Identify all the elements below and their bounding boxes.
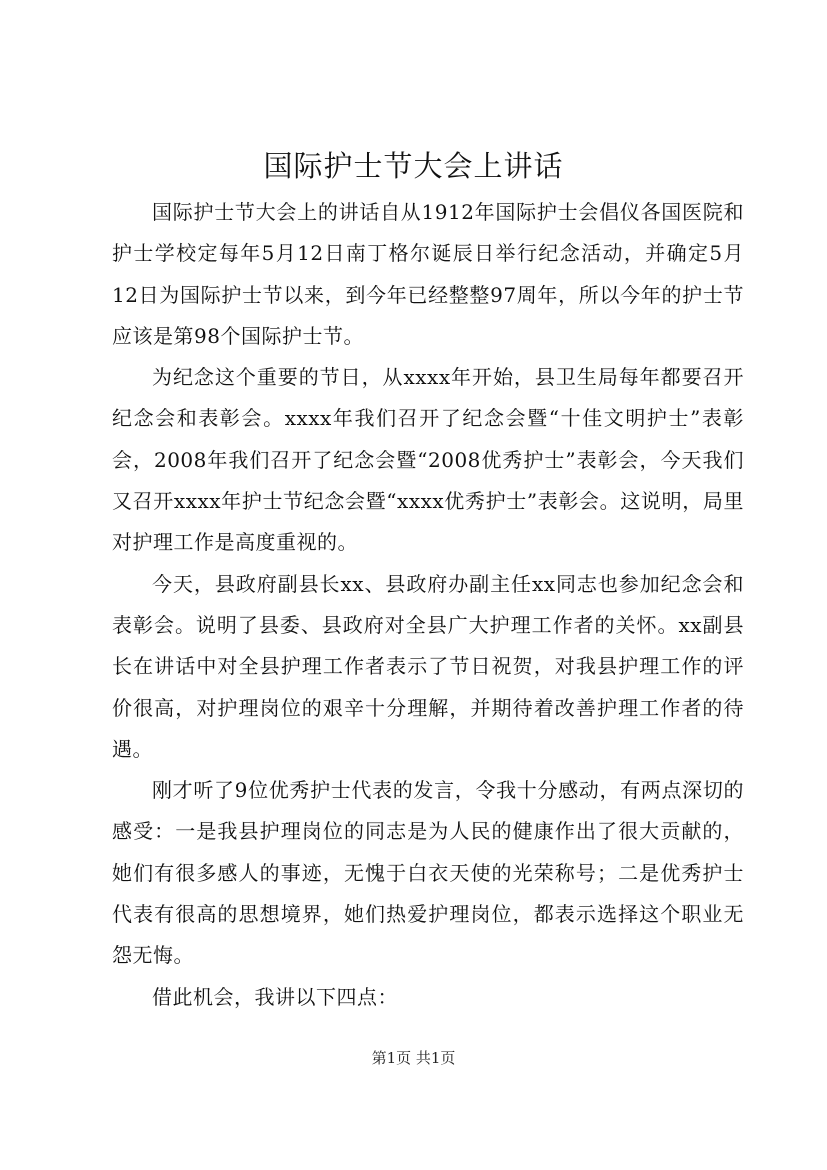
paragraph-5: 借此机会，我讲以下四点： <box>152 984 398 1009</box>
paragraph-1: 国际护士节大会上的讲话自从1912年国际护士会倡仪各国医院和护士学校定每年5月12日南丁格尔诞辰日举行纪念活动，并确定5月12日为国际护士节以来，到今年已经整整97周年，所以今年的护士节应该是第98个国际护士节。 <box>112 200 744 348</box>
document-body <box>112 192 744 1018</box>
paragraph-4: 刚才听了9位优秀护士代表的发言，令我十分感动，有两点深切的感受：一是我县护理岗位的同志是为人民的健康作出了很大贡献的，她们有很多感人的事迹，无愧于白衣天使的光荣称号；二是优秀护士代表有很高的思想境界，她们热爱护理岗位，都表示选择这个职业无怨无悔。 <box>112 778 744 968</box>
page-footer: 第1页 共1页 <box>371 1049 456 1067</box>
paragraph-2: 为纪念这个重要的节日，从xxxx年开始，县卫生局每年都要召开纪念会和表彰会。xxxx年我们召开了纪念会暨“十佳文明护士”表彰会，2008年我们召开了纪念会暨“2008优秀护士”表彰会，今天我们又召开xxxx年护士节纪念会暨“xxxx优秀护士”表彰会。这说明，局里对护理工作是高度重视的。 <box>112 365 744 555</box>
paragraph-3: 今天，县政府副县长xx、县政府办副主任xx同志也参加纪念会和表彰会。说明了县委、县政府对全县广大护理工作者的关怀。xx副县长在讲话中对全县护理工作者表示了节日祝贺，对我县护理工作的评价很高，对护理岗位的艰辛十分理解，并期待着改善护理工作者的待遇。 <box>112 571 744 761</box>
page-title: 国际护士节大会上讲话 <box>263 149 564 183</box>
